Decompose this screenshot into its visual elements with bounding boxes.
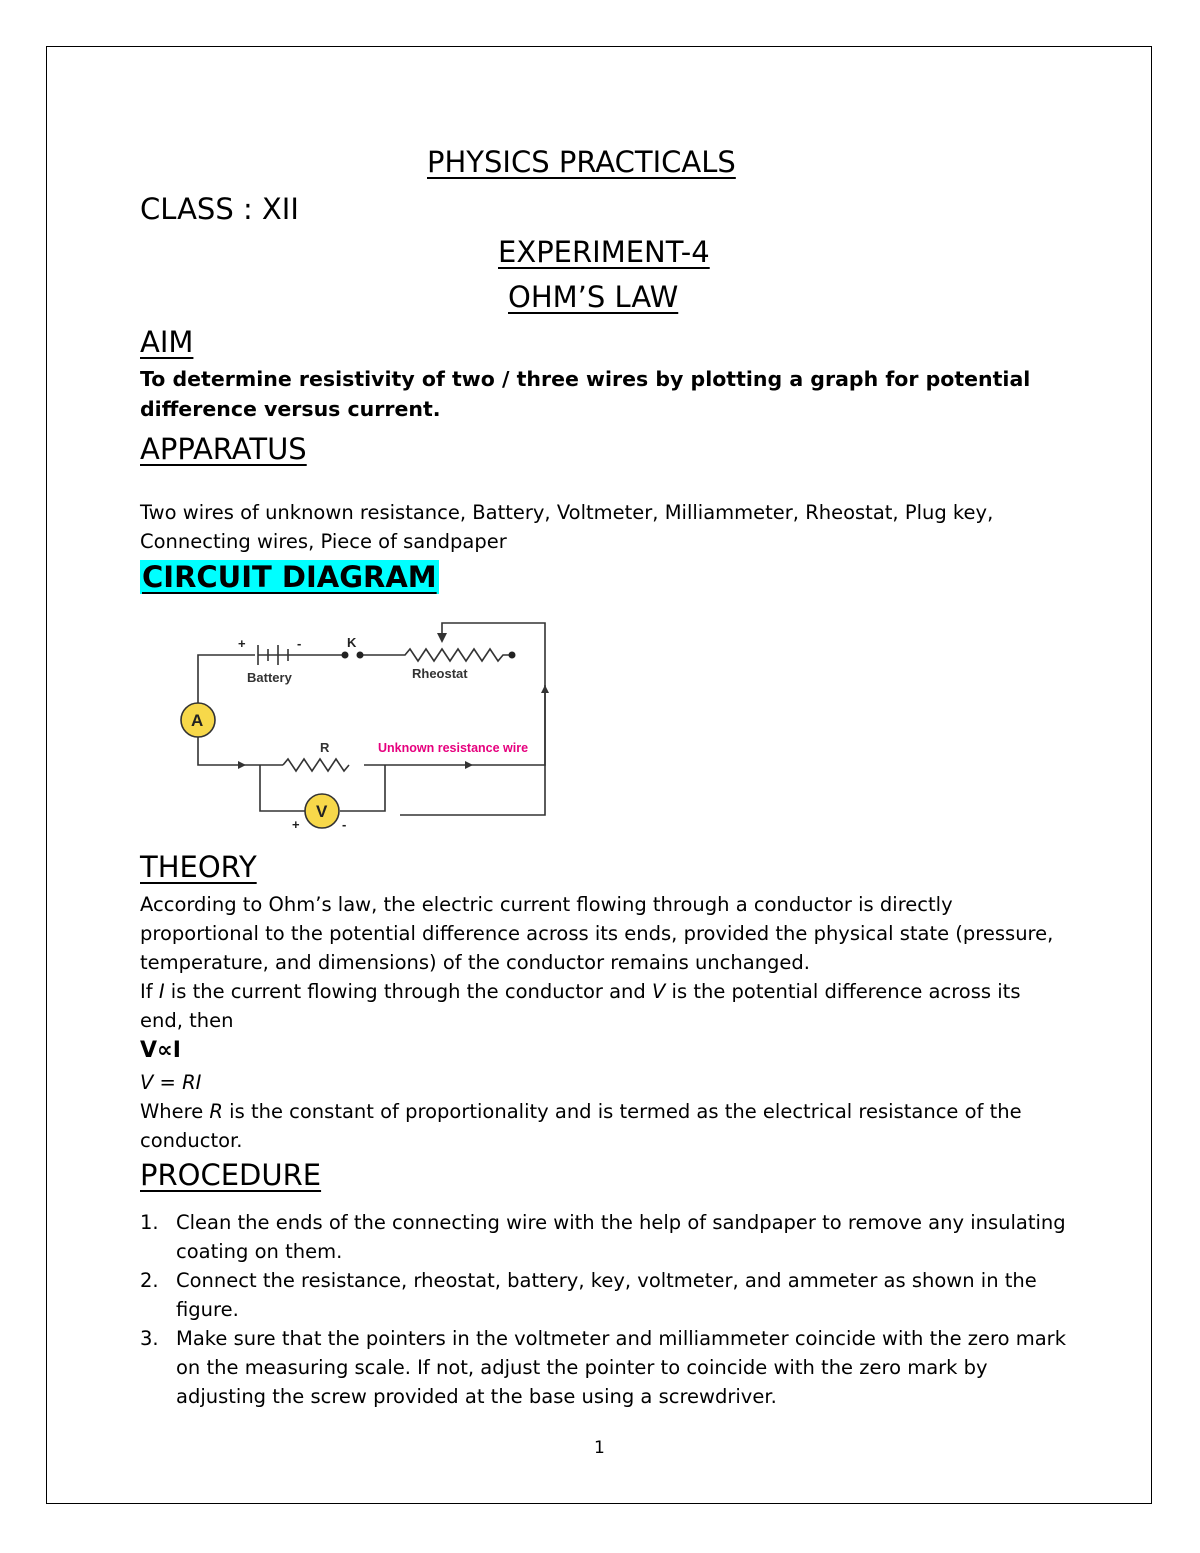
step-number: 1. xyxy=(140,1211,159,1234)
resistor-r xyxy=(283,759,349,771)
voltmeter-plus-label: + xyxy=(292,817,300,832)
procedure-step xyxy=(140,1208,1080,1266)
apparatus-line-2: Connecting wires, Piece of sandpaper xyxy=(140,530,507,553)
experiment-number: EXPERIMENT-4 xyxy=(498,235,710,269)
key-terminal-left xyxy=(342,652,349,659)
theory-line-7: conductor. xyxy=(140,1129,243,1152)
ammeter-label: A xyxy=(191,711,204,730)
battery-plus-label: + xyxy=(238,636,246,651)
step-text: Make sure that the pointers in the voltmeter and milliammeter coincide with the zero mark on the measuring scale. If not, adjust the pointer to coincide with the zero mark by adjusting the screw provided at the base using a screwdriver. xyxy=(176,1327,1066,1408)
aim-heading: AIM xyxy=(140,325,194,359)
voltmeter-minus-label: - xyxy=(342,817,347,832)
arrow-right-icon-2 xyxy=(465,761,473,769)
key-label: K xyxy=(347,635,357,650)
voltmeter-wire-right xyxy=(340,765,385,811)
symbol-i: I xyxy=(158,980,165,1003)
page-title: PHYSICS PRACTICALS xyxy=(427,145,736,179)
arrow-up-icon xyxy=(541,685,549,693)
theory-line-5: end, then xyxy=(140,1009,234,1032)
procedure-step xyxy=(140,1266,1080,1324)
step-number: 2. xyxy=(140,1269,159,1292)
aim-line-1: To determine resistivity of two / three wires by plotting a graph for potential xyxy=(140,367,1031,391)
procedure-step xyxy=(140,1324,1080,1411)
wire-bottom-left xyxy=(198,737,283,765)
page-number: 1 xyxy=(594,1438,605,1458)
aim-line-2: difference versus current. xyxy=(140,397,441,421)
unknown-resistance-label: Unknown resistance wire xyxy=(378,741,529,755)
theory-line-4-c: is the potential difference across its xyxy=(665,980,1021,1003)
theory-line-1: According to Ohm’s law, the electric current flowing through a conductor is directly xyxy=(140,893,953,916)
rheostat-coil xyxy=(395,649,512,661)
voltmeter-label: V xyxy=(316,802,328,821)
key-terminal-right xyxy=(357,652,364,659)
theory-line-4-b: is the current flowing through the conductor and xyxy=(164,980,652,1003)
procedure-heading: PROCEDURE xyxy=(140,1158,322,1192)
battery-label: Battery xyxy=(247,670,292,685)
theory-line-6 xyxy=(140,1097,1022,1126)
apparatus-line-1: Two wires of unknown resistance, Battery, Voltmeter, Milliammeter, Rheostat, Plug key, xyxy=(140,501,994,524)
class-label: CLASS : XII xyxy=(140,192,299,226)
voltmeter-wire-left xyxy=(260,765,305,811)
step-number: 3. xyxy=(140,1327,159,1350)
procedure-list xyxy=(140,1208,1080,1411)
proportional-formula: V∝I xyxy=(140,1038,181,1063)
step-text: Connect the resistance, rheostat, battery, key, voltmeter, and ammeter as shown in the figure. xyxy=(176,1269,1037,1321)
experiment-name: OHM’S LAW xyxy=(508,280,679,314)
circuit-diagram xyxy=(180,615,560,835)
circuit-diagram-heading: CIRCUIT DIAGRAM xyxy=(142,560,437,594)
arrow-right-icon xyxy=(238,761,246,769)
ohms-law-equation: V = RI xyxy=(140,1071,202,1094)
symbol-v: V xyxy=(652,980,666,1003)
apparatus-heading: APPARATUS xyxy=(140,432,307,466)
rheostat-label: Rheostat xyxy=(412,666,468,681)
theory-line-4-a: If xyxy=(140,980,159,1003)
theory-line-3: temperature, and dimensions) of the conductor remains unchanged. xyxy=(140,951,811,974)
theory-line-6-b: is the constant of proportionality and is termed as the electrical resistance of the xyxy=(222,1100,1022,1123)
symbol-r: R xyxy=(209,1100,223,1123)
battery-minus-label: - xyxy=(297,636,302,651)
theory-heading: THEORY xyxy=(140,850,257,884)
step-text: Clean the ends of the connecting wire with the help of sandpaper to remove any insulating coating on them. xyxy=(176,1211,1066,1263)
theory-line-6-a: Where xyxy=(140,1100,210,1123)
rheostat-terminal xyxy=(509,652,516,659)
slider-arrow-icon xyxy=(437,633,447,643)
theory-line-2: proportional to the potential difference across its ends, provided the physical state (pressure, xyxy=(140,922,1054,945)
resistor-label: R xyxy=(320,740,330,755)
theory-line-4 xyxy=(140,977,1020,1006)
